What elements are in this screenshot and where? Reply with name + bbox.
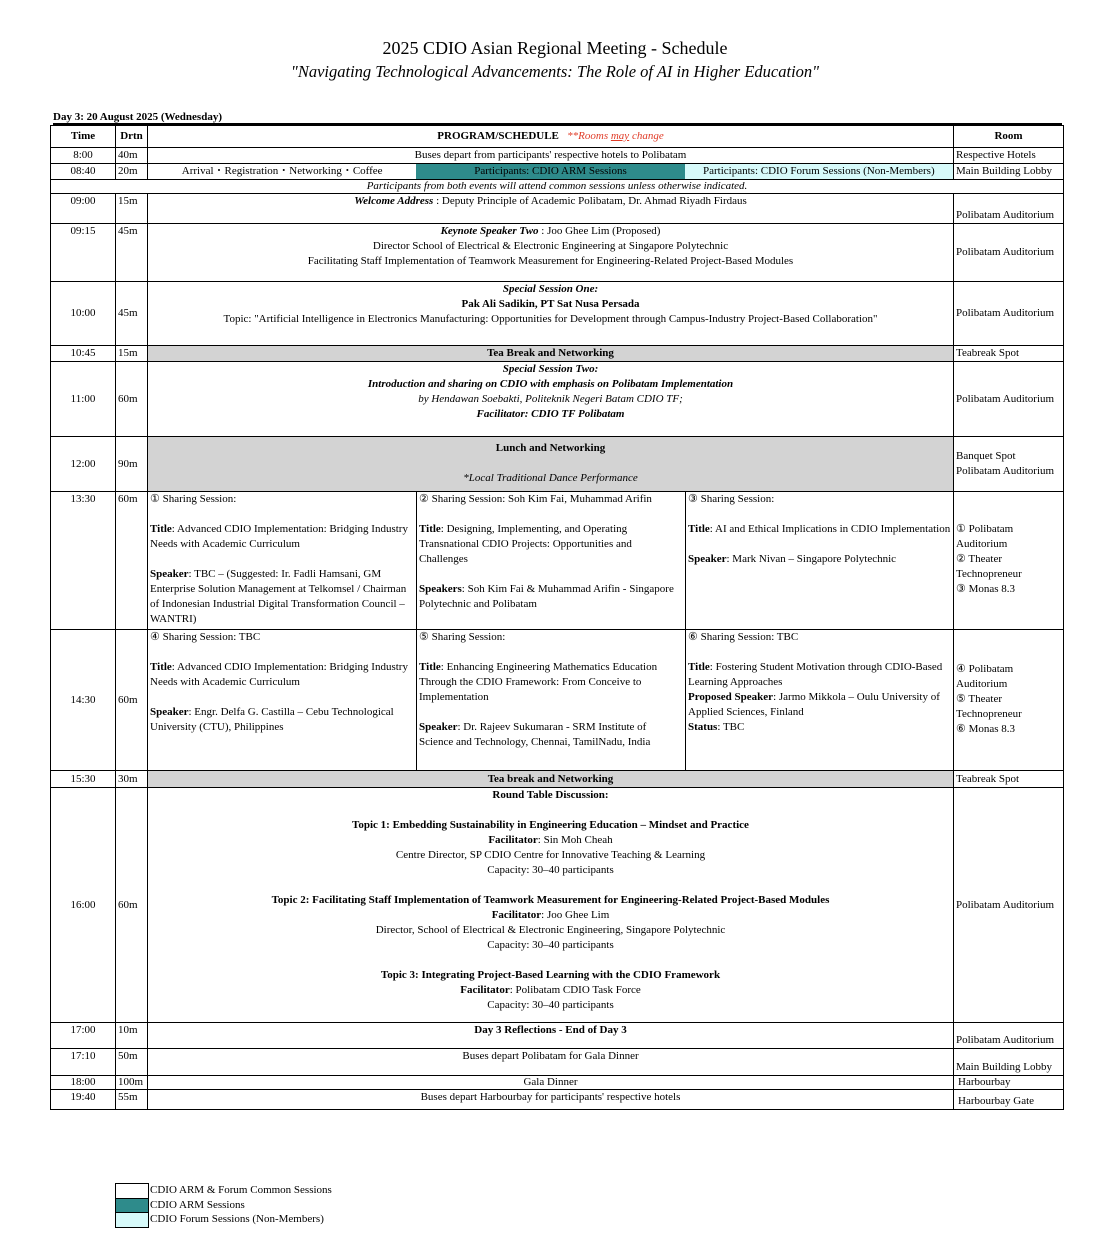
time-cell: 19:40 [51, 1090, 116, 1110]
table-row [51, 630, 1064, 771]
time-cell: 10:45 [51, 346, 116, 362]
duration-cell: 45m [116, 282, 148, 346]
time-cell: 17:00 [51, 1023, 116, 1049]
duration-cell: 45m [116, 224, 148, 282]
duration-cell: 15m [116, 194, 148, 224]
duration-cell: 20m [116, 164, 148, 180]
program-header-label: PROGRAM/SCHEDULE [437, 130, 559, 142]
room-cell: Polibatam Auditorium [954, 788, 1064, 1023]
page-title: 2025 CDIO Asian Regional Meeting - Schedule [382, 38, 728, 58]
duration-cell: 40m [116, 148, 148, 164]
table-row [51, 194, 1064, 224]
time-cell: 09:00 [51, 194, 116, 224]
program-cell: Day 3 Reflections - End of Day 3 [148, 1023, 954, 1049]
duration-cell: 90m [116, 437, 148, 492]
program-cell: Buses depart Harbourbay for participants' respective hotels [148, 1090, 954, 1110]
legend-label: CDIO ARM & Forum Common Sessions [150, 1184, 332, 1196]
time-cell: 08:40 [51, 164, 116, 180]
table-row [51, 282, 1064, 346]
time-cell: 11:00 [51, 362, 116, 437]
common-sessions-note: Participants from both events will attend common sessions unless otherwise indicated. [51, 180, 1064, 194]
sharing-session-3: ③ Sharing Session: Title: AI and Ethical Implications in CDIO Implementation Speaker: Mark Nivan – Singapore Polytechnic [686, 492, 954, 630]
day-label: Day 3: 20 August 2025 (Wednesday) [53, 111, 222, 123]
table-row [51, 771, 1064, 788]
table-header-row [51, 126, 1064, 148]
duration-cell: 50m [116, 1049, 148, 1076]
legend-label: CDIO Forum Sessions (Non-Members) [150, 1213, 324, 1225]
table-row [51, 437, 1064, 492]
rooms-note: **Rooms may change [567, 130, 664, 142]
table-row [51, 164, 1064, 180]
col-header-time: Time [51, 126, 116, 148]
room-cell: Main Building Lobby [954, 1049, 1064, 1076]
program-cell: Gala Dinner [148, 1076, 954, 1090]
legend-label: CDIO ARM Sessions [150, 1198, 245, 1211]
table-row [51, 224, 1064, 282]
sharing-session-6: ⑥ Sharing Session: TBC Title: Fostering Student Motivation through CDIO-Based Learning Approaches Proposed Speaker: Jarmo Mikkola – Oulu University of Applied Sciences, Finland Status: TBC [686, 630, 954, 771]
tea-break-cell: Tea break and Networking [148, 771, 954, 788]
time-cell: 8:00 [51, 148, 116, 164]
arm-session-label: Participants: CDIO ARM Sessions [416, 164, 684, 179]
table-row [51, 788, 1064, 1023]
lunch-cell: Lunch and Networking *Local Traditional Dance Performance [148, 437, 954, 492]
room-cell: Polibatam Auditorium [954, 362, 1064, 437]
program-cell: Special Session One: Pak Ali Sadikin, PT Sat Nusa Persada Topic: "Artificial Intelligence in Electronics Manufacturing: Opportunities for Development through Campus-Industry Project-Based Collaboration" [148, 282, 954, 346]
room-cell: Respective Hotels [954, 148, 1064, 164]
duration-cell: 15m [116, 346, 148, 362]
table-row [51, 1049, 1064, 1076]
table-row [51, 346, 1064, 362]
schedule-table [50, 125, 1064, 1110]
table-row [51, 1090, 1064, 1110]
duration-cell: 100m [116, 1076, 148, 1090]
col-header-room: Room [954, 126, 1064, 148]
room-cell: Teabreak Spot [954, 771, 1064, 788]
duration-cell: 30m [116, 771, 148, 788]
room-cell: Polibatam Auditorium [954, 282, 1064, 346]
common-session-label: Arrival・Registration・Networking・Coffee [181, 165, 383, 177]
table-row [51, 492, 1064, 630]
room-cell: Banquet Spot Polibatam Auditorium [954, 437, 1064, 492]
sharing-session-2: ② Sharing Session: Soh Kim Fai, Muhammad Arifin Title: Designing, Implementing, and Operating Transnational CDIO Projects: Opportunities and Challenges Speakers: Soh Kim Fai & Muhammad Arifin - Singapore Polytechnic and Polibatam [417, 492, 686, 630]
round-table-cell: Round Table Discussion: Topic 1: Embedding Sustainability in Engineering Education – Mindset and Practice Facilitator: Sin Moh Cheah Centre Director, SP CDIO Centre for Innovative Teaching & Learning Capacity: 30–40 participants Topic 2: Facilitating Staff Implementation of Teamwork Measurement for Engineering-Related Project-Based Modules Facilitator: Joo Ghee Lim Director, School of Electrical & Electronic Engineering, Singapore Polytechnic Capacity: 30–40 participants Topic 3: Integrating Project-Based Learning with the CDIO Framework Facilitator: Polibatam CDIO Task Force Capacity: 30–40 participants [148, 788, 954, 1023]
time-cell: 10:00 [51, 282, 116, 346]
page-subtitle: "Navigating Technological Advancements: The Role of AI in Higher Education" [290, 62, 820, 81]
time-cell: 09:15 [51, 224, 116, 282]
program-cell: Buses depart from participants' respective hotels to Polibatam [148, 148, 954, 164]
time-cell: 15:30 [51, 771, 116, 788]
table-row [51, 148, 1064, 164]
time-cell: 18:00 [51, 1076, 116, 1090]
table-row [51, 1023, 1064, 1049]
duration-cell: 55m [116, 1090, 148, 1110]
table-row [51, 180, 1064, 194]
sharing-session-5: ⑤ Sharing Session: Title: Enhancing Engineering Mathematics Education Through the CDIO Framework: From Conceive to Implementation Speaker: Dr. Rajeev Sukumaran - SRM Institute of Science and Technology, Chennai, TamilNadu, India [417, 630, 686, 771]
duration-cell: 60m [116, 492, 148, 630]
room-cell: Polibatam Auditorium [954, 194, 1064, 224]
room-cell: Polibatam Auditorium [954, 224, 1064, 282]
legend-swatch [115, 1198, 149, 1214]
time-cell: 14:30 [51, 630, 116, 771]
time-cell: 17:10 [51, 1049, 116, 1076]
sharing-session-4: ④ Sharing Session: TBC Title: Advanced CDIO Implementation: Bridging Industry Needs with Academic Curriculum Speaker: Engr. Delfa G. Castilla – Cebu Technological University (CTU), Philippines [148, 630, 417, 771]
time-cell: 13:30 [51, 492, 116, 630]
duration-cell: 10m [116, 1023, 148, 1049]
room-cell: Teabreak Spot [954, 346, 1064, 362]
table-row [51, 1076, 1064, 1090]
room-cell: ④ Polibatam Auditorium ⑤ Theater Technopreneur ⑥ Monas 8.3 [954, 630, 1064, 771]
legend-swatch [115, 1183, 149, 1199]
program-cell: Buses depart Polibatam for Gala Dinner [148, 1049, 954, 1076]
room-cell: Harbourbay Gate [954, 1090, 1064, 1110]
duration-cell: 60m [116, 362, 148, 437]
time-cell: 12:00 [51, 437, 116, 492]
room-cell: ① Polibatam Auditorium ② Theater Technopreneur ③ Monas 8.3 [954, 492, 1064, 630]
duration-cell: 60m [116, 788, 148, 1023]
room-cell: Main Building Lobby [954, 164, 1064, 180]
sharing-session-1: ① Sharing Session: Title: Advanced CDIO Implementation: Bridging Industry Needs with Academic Curriculum Speaker: TBC – (Suggested: Ir. Fadli Hamsani, GM Enterprise Solution Management at Telkomsel / Chairman of Indonesian Industrial Digital Transformation Council – WANTRI) [148, 492, 417, 630]
tea-break-cell: Tea Break and Networking [148, 346, 954, 362]
table-row [51, 362, 1064, 437]
room-cell: Polibatam Auditorium [954, 1023, 1064, 1049]
col-header-program [148, 126, 954, 148]
program-cell: Keynote Speaker Two : Joo Ghee Lim (Proposed) Director School of Electrical & Electronic Engineering at Singapore Polytechnic Facilitating Staff Implementation of Teamwork Measurement for Engineering-Related Project-Based Modules [148, 224, 954, 282]
legend-swatch [115, 1212, 149, 1228]
room-cell: Harbourbay [954, 1076, 1064, 1090]
program-cell [148, 164, 954, 180]
col-header-duration: Drtn [116, 126, 148, 148]
program-cell: Special Session Two: Introduction and sharing on CDIO with emphasis on Polibatam Implementation by Hendawan Soebakti, Politeknik Negeri Batam CDIO TF; Facilitator: CDIO TF Polibatam [148, 362, 954, 437]
forum-session-label: Participants: CDIO Forum Sessions (Non-Members) [685, 164, 953, 179]
duration-cell: 60m [116, 630, 148, 771]
time-cell: 16:00 [51, 788, 116, 1023]
program-cell: Welcome Address : Deputy Principle of Academic Polibatam, Dr. Ahmad Riyadh Firdaus [148, 194, 954, 224]
